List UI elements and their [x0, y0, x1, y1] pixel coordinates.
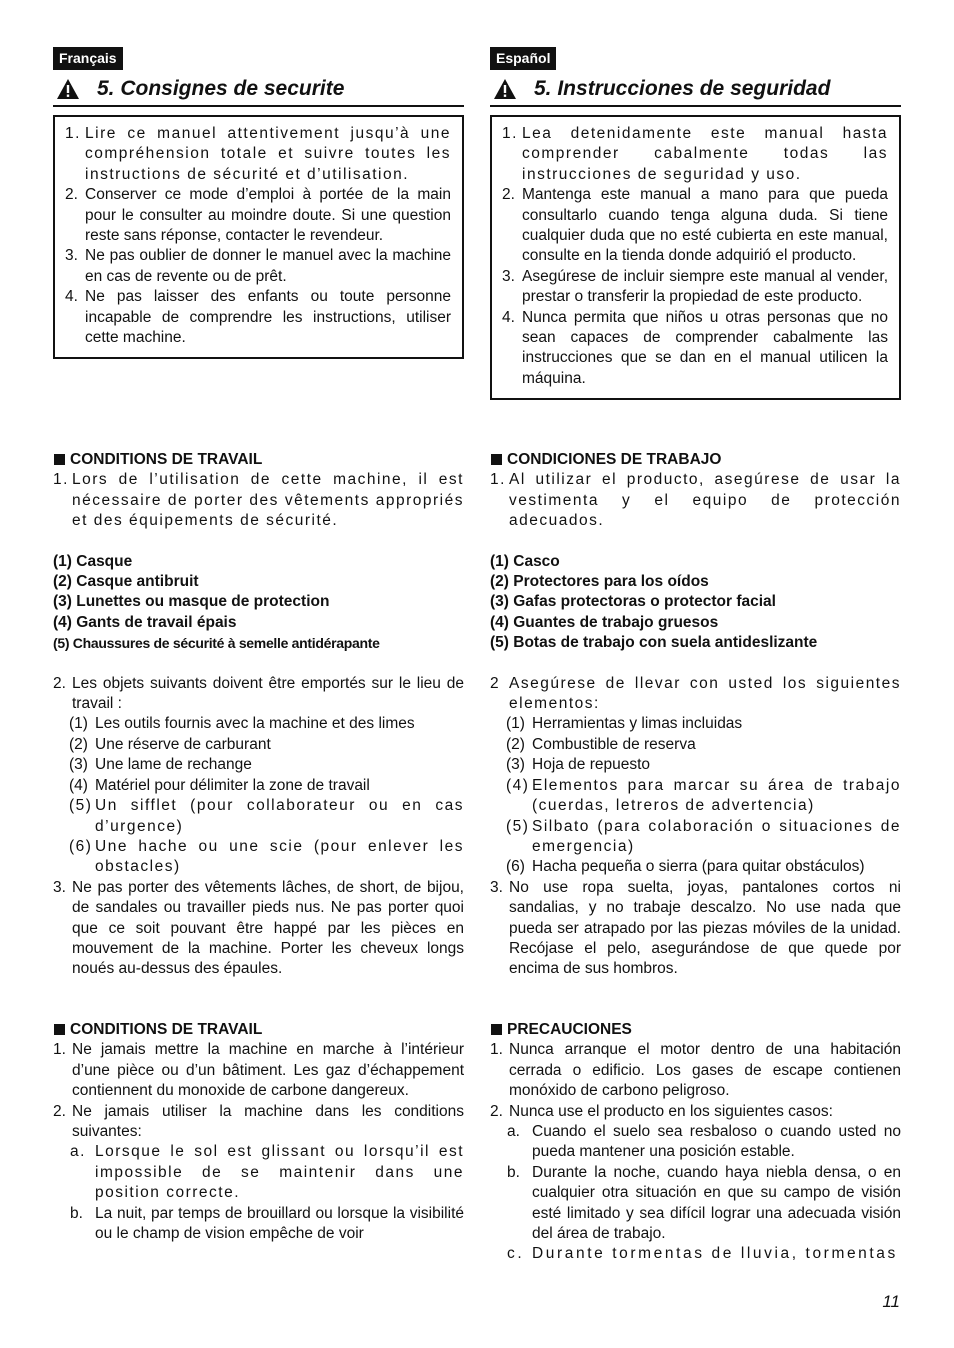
- sub-item: b. Durante la noche, cuando haya niebla densa, o en cualquier otra situación en que su campo de visión esté limitado y sea difícil lograr una adecuada visión del área de trabajo.: [507, 1163, 901, 1243]
- sub-item: c. Durante tormentas de lluvia, tormentas: [507, 1245, 898, 1263]
- list-item: 2. Les objets suivants doivent être emportés sur le lieu de travail :: [53, 674, 464, 713]
- precautions-section-spanish: [490, 1020, 901, 1265]
- sub-item: (1) Herramientas y limas incluidas: [506, 715, 743, 733]
- section-title: CONDICIONES DE TRABAJO: [490, 450, 901, 470]
- list-item: 1. Lea detenidamente este manual hasta comprender cabalmente todas las instrucciones de seguridad y uso.: [502, 125, 888, 183]
- list-item: 2. Mantenga este manual a mano para que pueda consultarlo cuando tenga alguna duda. Si tiene cualquier duda que no esté cubierta en este manual, consulte en la tienda donde adquirió el producto.: [502, 186, 888, 265]
- list-item: 1. Nunca arranque el motor dentro de una habitación cerrada o edificio. Los gases de escape contienen monóxido de carbono peligroso.: [490, 1041, 901, 1100]
- equipment-item: (3) Gafas protectoras o protector facial: [490, 593, 776, 611]
- language-tag-spanish: Español: [490, 47, 556, 70]
- square-bullet-icon: [54, 1024, 65, 1035]
- work-conditions-section-spanish: [490, 450, 901, 980]
- safety-box-french: [53, 115, 464, 359]
- list-item: 2. Nunca use el producto en los siguientes casos:: [490, 1102, 833, 1120]
- sub-item: (2) Une réserve de carburant: [69, 735, 271, 753]
- sub-item: (5) Un sifflet (pour collaborateur ou en cas d’urgence): [69, 797, 464, 835]
- work-conditions-section-french: [53, 450, 464, 980]
- list-item: 2. Conserver ce mode d’emploi à portée de la main pour le consulter au moindre doute. Si une question reste sans réponse, contacter le revendeur.: [65, 186, 451, 245]
- list-item: 2 Asegúrese de llevar con usted los siguientes elementos:: [490, 674, 901, 713]
- equipment-item: (4) Gants de travail épais: [53, 613, 237, 631]
- section-heading-french: [53, 75, 464, 107]
- sub-item: (4) Elementos para marcar su área de trabajo (cuerdas, letreros de advertencia): [506, 776, 901, 815]
- equipment-item: (5) Botas de trabajo con suela antideslizante: [490, 634, 818, 652]
- square-bullet-icon: [491, 1024, 502, 1035]
- section-title: CONDITIONS DE TRAVAIL: [53, 1020, 464, 1040]
- equipment-item: (2) Casque antibruit: [53, 573, 199, 591]
- section-title: PRECAUCIONES: [490, 1020, 901, 1040]
- warning-triangle-icon: [57, 79, 79, 99]
- list-item: 1. Al utilizar el producto, asegúrese de usar la vestimenta y el equipo de protección adecuados.: [490, 471, 901, 530]
- section-title: CONDITIONS DE TRAVAIL: [53, 450, 464, 470]
- sub-item: b. La nuit, par temps de brouillard ou lorsque la visibilité ou le champ de vision empêche de voir: [70, 1204, 464, 1243]
- heading-text: 5. Consignes de securite: [97, 77, 345, 100]
- square-bullet-icon: [54, 454, 65, 465]
- sub-item: a. Lorsque le sol est glissant ou lorsqu’il est impossible de se maintenir dans une position correcte.: [70, 1143, 464, 1202]
- list-item: 2. Ne jamais utiliser la machine dans les conditions suivantes:: [53, 1102, 464, 1141]
- sub-item: (6) Une hache ou une scie (pour enlever les obstacles): [69, 837, 464, 876]
- equipment-item: (2) Protectores para los oídos: [490, 573, 709, 591]
- list-item: 1. Lire ce manuel attentivement jusqu’à une compréhension totale et suivre toutes les instructions de sécurité et d’utilisation.: [65, 125, 451, 183]
- sub-item: (3) Hoja de repuesto: [506, 756, 651, 774]
- sub-item: (4) Matériel pour délimiter la zone de travail: [69, 776, 370, 794]
- french-column: [53, 47, 464, 1243]
- square-bullet-icon: [491, 454, 502, 465]
- sub-item: (2) Combustible de reserva: [506, 735, 696, 753]
- section-heading-spanish: [490, 75, 901, 107]
- list-item: 1. Ne jamais mettre la machine en marche à l’intérieur d’une pièce ou d’un bâtiment. Les gaz d’échappement contiennent du monoxide de carbone dangereux.: [53, 1041, 464, 1100]
- list-item: 3. No use ropa suelta, joyas, pantalones cortos ni sandalias, y no trabaje descalzo. No use nada que pueda ser atrapado por las piezas móviles de la unidad. Recójase el pelo, asegurándose de que quede por encima de sus hombros.: [490, 878, 901, 978]
- list-item: 4. Ne pas laisser des enfants ou toute personne incapable de comprendre les instructions, utiliser cette machine.: [65, 288, 451, 347]
- page-number: 11: [882, 1292, 900, 1311]
- sub-item: (6) Hacha pequeña o sierra (para quitar obstáculos): [506, 858, 865, 876]
- equipment-list: [53, 552, 464, 654]
- equipment-item: (3) Lunettes ou masque de protection: [53, 593, 330, 611]
- safety-box-spanish: [490, 115, 901, 400]
- list-item: 3. Ne pas oublier de donner le manuel avec la machine en cas de revente ou de prêt.: [65, 247, 451, 285]
- spanish-column: [490, 47, 901, 1263]
- work-conditions-section-2-french: [53, 1020, 464, 1244]
- equipment-item: (1) Casque: [53, 552, 133, 570]
- list-item: 3. Asegúrese de incluir siempre este manual al vender, prestar o transferir la propiedad de este producto.: [502, 267, 888, 306]
- list-item: 3. Ne pas porter des vêtements lâches, de short, de bijou, de sandales ou travailler pieds nus. Ne pas porter quoi que ce soit pouvant être happé par les pièces en mouvement de la machine. Porter les cheveux longs noués au-dessus des épaules.: [53, 878, 464, 978]
- sub-item: (3) Une lame de rechange: [69, 756, 252, 774]
- sub-item: (1) Les outils fournis avec la machine et des limes: [69, 715, 415, 733]
- sub-item: (5) Silbato (para colaboración o situaciones de emergencia): [506, 817, 901, 855]
- language-tag-french: Français: [53, 47, 123, 70]
- equipment-item: (4) Guantes de trabajo gruesos: [490, 613, 719, 631]
- heading-text: 5. Instrucciones de seguridad: [534, 77, 831, 100]
- equipment-list: [490, 552, 901, 654]
- warning-triangle-icon: [494, 79, 516, 99]
- sub-item: a. Cuando el suelo sea resbaloso o cuando usted no pueda mantener una posición estable.: [507, 1123, 901, 1161]
- equipment-item: (5) Chaussures de sécurité à semelle antidérapante: [53, 635, 380, 652]
- equipment-item: (1) Casco: [490, 552, 560, 570]
- list-item: 1. Lors de l’utilisation de cette machine, il est nécessaire de porter des vêtements appropriés et des équipements de sécurité.: [53, 471, 464, 530]
- list-item: 4. Nunca permita que niños u otras personas que no sean capaces de comprender cabalmente las instrucciones que se dan en el manual utilicen la máquina.: [502, 308, 888, 387]
